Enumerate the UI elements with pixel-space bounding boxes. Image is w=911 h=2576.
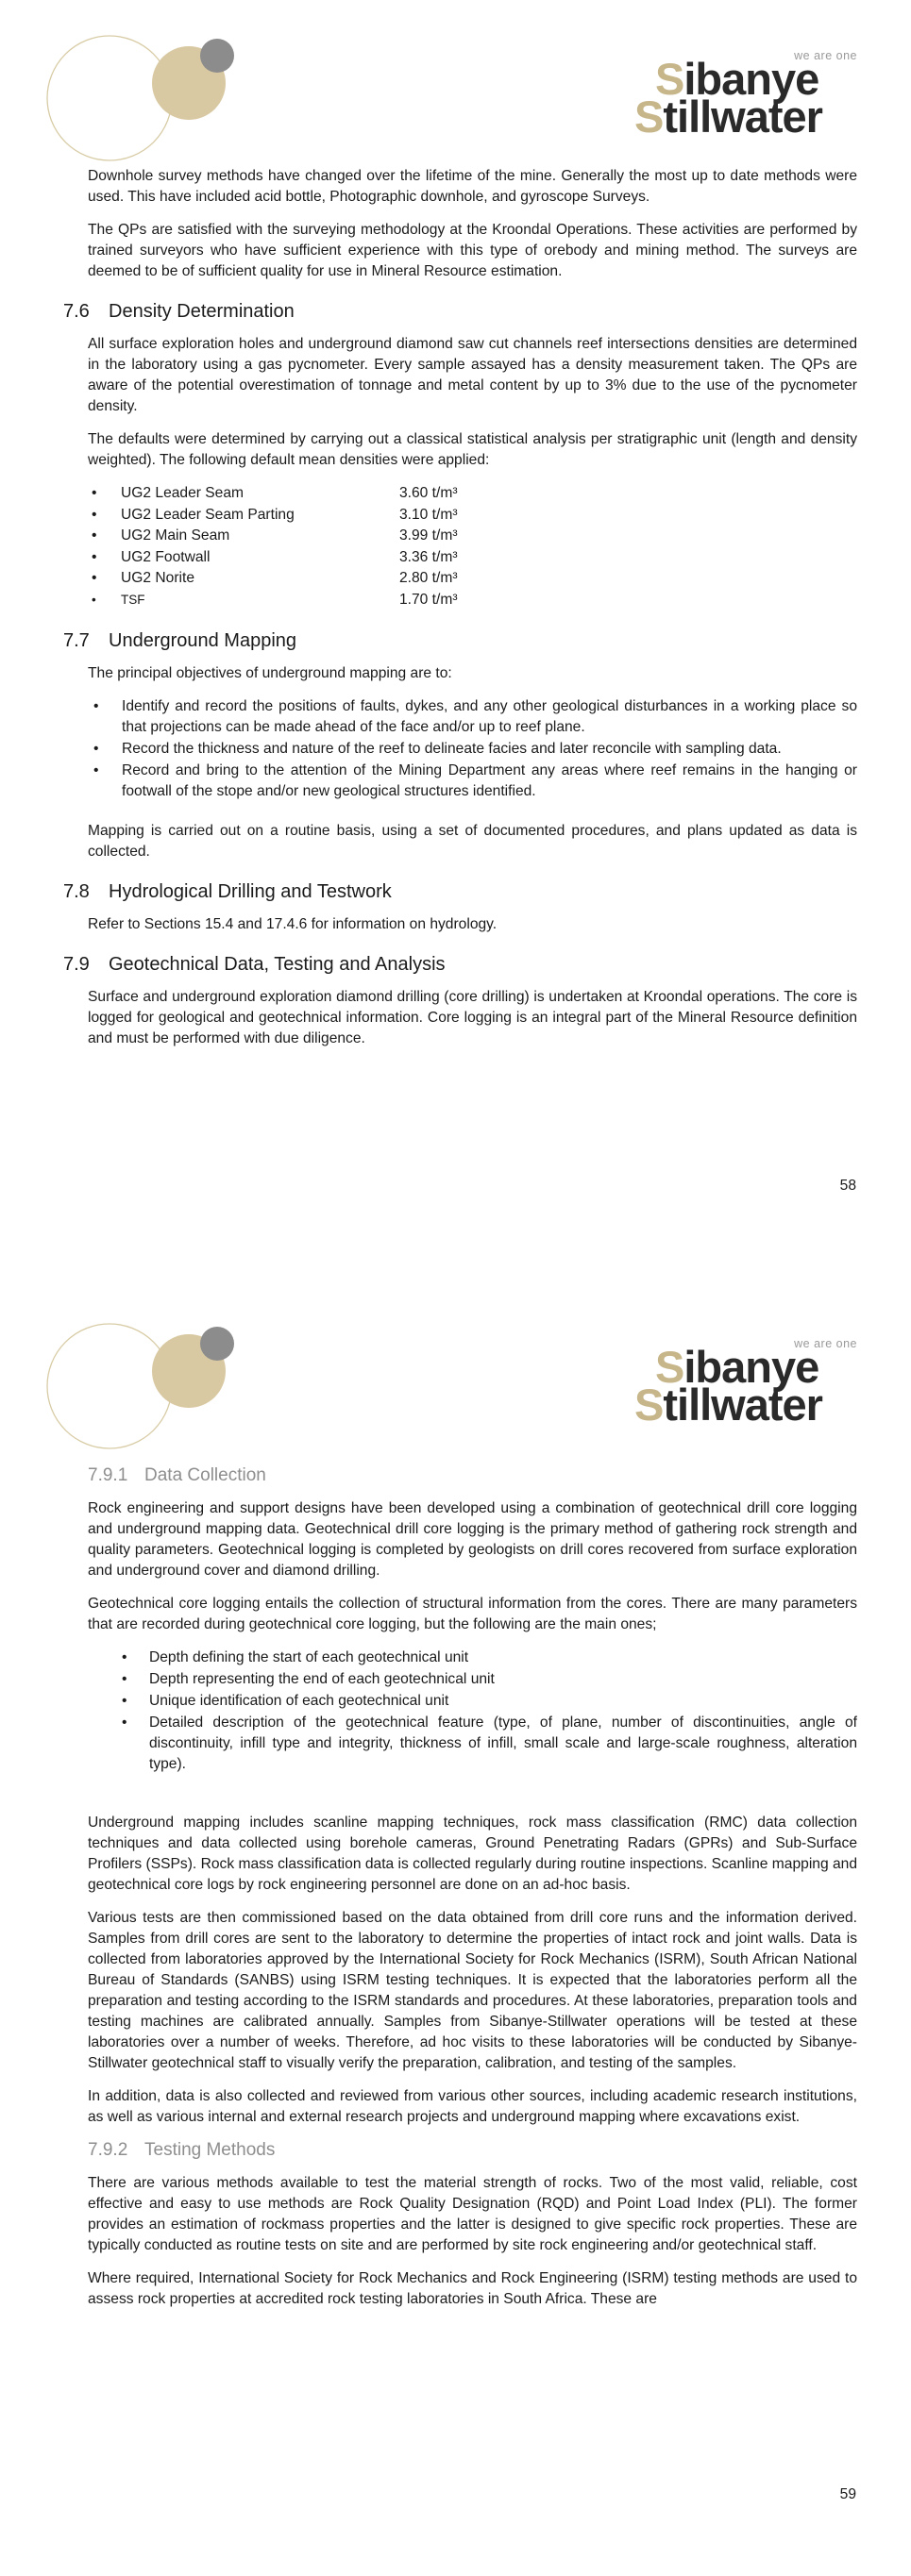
paragraph: The principal objectives of underground mapping are to: xyxy=(88,664,452,681)
list-item: • Record and bring to the attention of the Mining Department any areas where reef remains in the hanging or footwall of the stope and/or new geological structures identified. xyxy=(88,761,857,802)
paragraph: All surface exploration holes and underground diamond saw cut channels reef intersections densities are determined in the laboratory using a gas pycnometer. Every sample assayed has a density measurement taken. The QPs are aware of the potential overestimation of tonnage and metal content by up to 3% due to the use of the pycnometer density. xyxy=(88,336,857,414)
subsection-heading-7-9-1: 7.9.1 Data Collection xyxy=(88,1465,266,1485)
list-item: • Depth defining the start of each geotechnical unit xyxy=(88,1648,857,1668)
section-heading-7-9: 7.9 Geotechnical Data, Testing and Analysis xyxy=(63,953,446,975)
list-item: • Record the thickness and nature of the reef to delineate facies and later reconcile with sampling data. xyxy=(88,739,857,760)
density-item: • TSF 1.70 t/m³ xyxy=(88,590,857,611)
list-item: • Unique identification of each geotechnical unit xyxy=(88,1691,857,1712)
paragraph: Refer to Sections 15.4 and 17.4.6 for information on hydrology. xyxy=(88,915,498,932)
page-59 xyxy=(0,1288,911,2576)
paragraph: Surface and underground exploration diamond drilling (core drilling) is undertaken at Kroondal operations. The core is logged for geological and geotechnical information. Core logging is an integral part of the Mineral Resource definition and must be performed with due diligence. xyxy=(88,988,857,1046)
paragraph: In addition, data is also collected and reviewed from various other sources, including academic research institutions, as well as various internal and external research projects and underground mapping where excavations exist. xyxy=(88,2088,857,2125)
paragraph: Downhole survey methods have changed over the lifetime of the mine. Generally the most up to date methods were used. This have included acid bottle, Photographic downhole, and gyroscope Surveys. xyxy=(88,168,857,205)
page-number: 58 xyxy=(839,1178,856,1194)
paragraph: Geotechnical core logging entails the collection of structural information from the cores. There are many parameters that are recorded during geotechnical core logging, but the following are the main ones; xyxy=(88,1596,857,1632)
density-item: • UG2 Norite 2.80 t/m³ xyxy=(88,568,857,590)
paragraph: The defaults were determined by carrying out a classical statistical analysis per stratigraphic unit (length and density weighted). The following default mean densities were applied: xyxy=(88,431,857,468)
subsection-heading-7-9-2: 7.9.2 Testing Methods xyxy=(88,2140,276,2160)
sibanye-stillwater-logo xyxy=(634,1337,857,1431)
paragraph: Where required, International Society for Rock Mechanics and Rock Engineering (ISRM) testing methods are used to assess rock properties at accredited rock testing laboratories in South Africa. These are xyxy=(88,2270,857,2307)
density-item: • UG2 Leader Seam 3.60 t/m³ xyxy=(88,483,857,505)
page-58-content xyxy=(63,166,857,1062)
density-item: • UG2 Footwall 3.36 t/m³ xyxy=(88,547,857,569)
density-item: • UG2 Main Seam 3.99 t/m³ xyxy=(88,526,857,547)
logo-tagline: we are one xyxy=(794,49,857,62)
list-item: • Identify and record the positions of faults, dykes, and any other geological disturbances in a working place so that projections can be made ahead of the face and/or up to reef plane. xyxy=(88,696,857,738)
section-heading-7-6: 7.6 Density Determination xyxy=(63,301,295,322)
paragraph: Rock engineering and support designs have been developed using a combination of geotechnical drill core logging and underground mapping data. Geotechnical drill core logging is the primary method of gathering rock strength and quality parameters. Geotechnical logging is completed by geologists on drill cores recovered from surface exploration and underground cover and diamond drilling. xyxy=(88,1500,857,1579)
logo-tagline: we are one xyxy=(794,1337,857,1350)
density-list xyxy=(88,483,857,611)
page-number: 59 xyxy=(839,2486,856,2502)
section-heading-7-8: 7.8 Hydrological Drilling and Testwork xyxy=(63,880,392,902)
decorative-circles-icon xyxy=(45,1322,244,1464)
paragraph: Underground mapping includes scanline mapping techniques, rock mass classification (RMC) data collection techniques and data collected using borehole cameras, Ground Penetrating Radars (GPRs) and Sub-Surface Profilers (SSPs). Rock mass classification data is collected regularly during routine inspections. Scanline mapping and geotechnical core logs by rock engineering personnel are done on an ad-hoc basis. xyxy=(88,1815,857,1893)
page-59-content xyxy=(88,1458,857,2322)
list-item: • Detailed description of the geotechnical feature (type, of plane, number of discontinuities, angle of discontinuity, infill type and integrity, thickness of infill, small scale and large-scale roughness, alteration type). xyxy=(88,1713,857,1775)
logo-line-2: Stillwater xyxy=(634,1380,822,1430)
logo-line-2: Stillwater xyxy=(634,92,822,142)
paragraph: There are various methods available to test the material strength of rocks. Two of the most valid, reliable, cost effective and easy to use methods are Rock Quality Designation (RQD) and Point Load Index (PLI). The former provides an estimation of rockmass properties and the latter is designed to give specific rock properties. These are typically conducted as routine tests on site and are performed by site rock engineering and/or geotechnical staff. xyxy=(88,2175,857,2253)
list-item: • Depth representing the end of each geotechnical unit xyxy=(88,1669,857,1690)
core-logging-parameters-list xyxy=(88,1648,857,1775)
paragraph: Various tests are then commissioned based on the data obtained from drill core runs and the information derived. Samples from drill cores are sent to the laboratory to determine the properties of intact rock and joint walls. Data is collected from laboratories approved by the International Society for Rock Mechanics (ISRM), South African National Bureau of Standards (SANBS) using ISRM testing techniques. It is expected that the laboratories perform all the preparation and testing according to the ISRM standards and procedures. At these laboratories, preparation tools and testing machines are calibrated annually. Samples from Sibanye-Stillwater operations will be tested at these laboratories over a number of weeks. Therefore, ad hoc visits to these laboratories will be conducted by Sibanye-Stillwater geotechnical staff to visually verify the preparation, calibration, and testing of the samples. xyxy=(88,1910,857,2071)
logo-line-1: Sibanye xyxy=(655,54,819,104)
density-item: • UG2 Leader Seam Parting 3.10 t/m³ xyxy=(88,505,857,527)
paragraph: The QPs are satisfied with the surveying methodology at the Kroondal Operations. These activities are performed by trained surveyors who have sufficient experience with this type of orebody and mining method. The surveys are deemed to be of sufficient quality for use in Mineral Resource estimation. xyxy=(88,222,857,279)
section-heading-7-7: 7.7 Underground Mapping xyxy=(63,629,297,651)
decorative-circles-icon xyxy=(45,34,244,176)
sibanye-stillwater-logo xyxy=(634,49,857,143)
paragraph: Mapping is carried out on a routine basis, using a set of documented procedures, and plans updated as data is collected. xyxy=(88,822,857,860)
logo-line-1: Sibanye xyxy=(655,1342,819,1392)
mapping-objectives-list xyxy=(88,696,857,802)
